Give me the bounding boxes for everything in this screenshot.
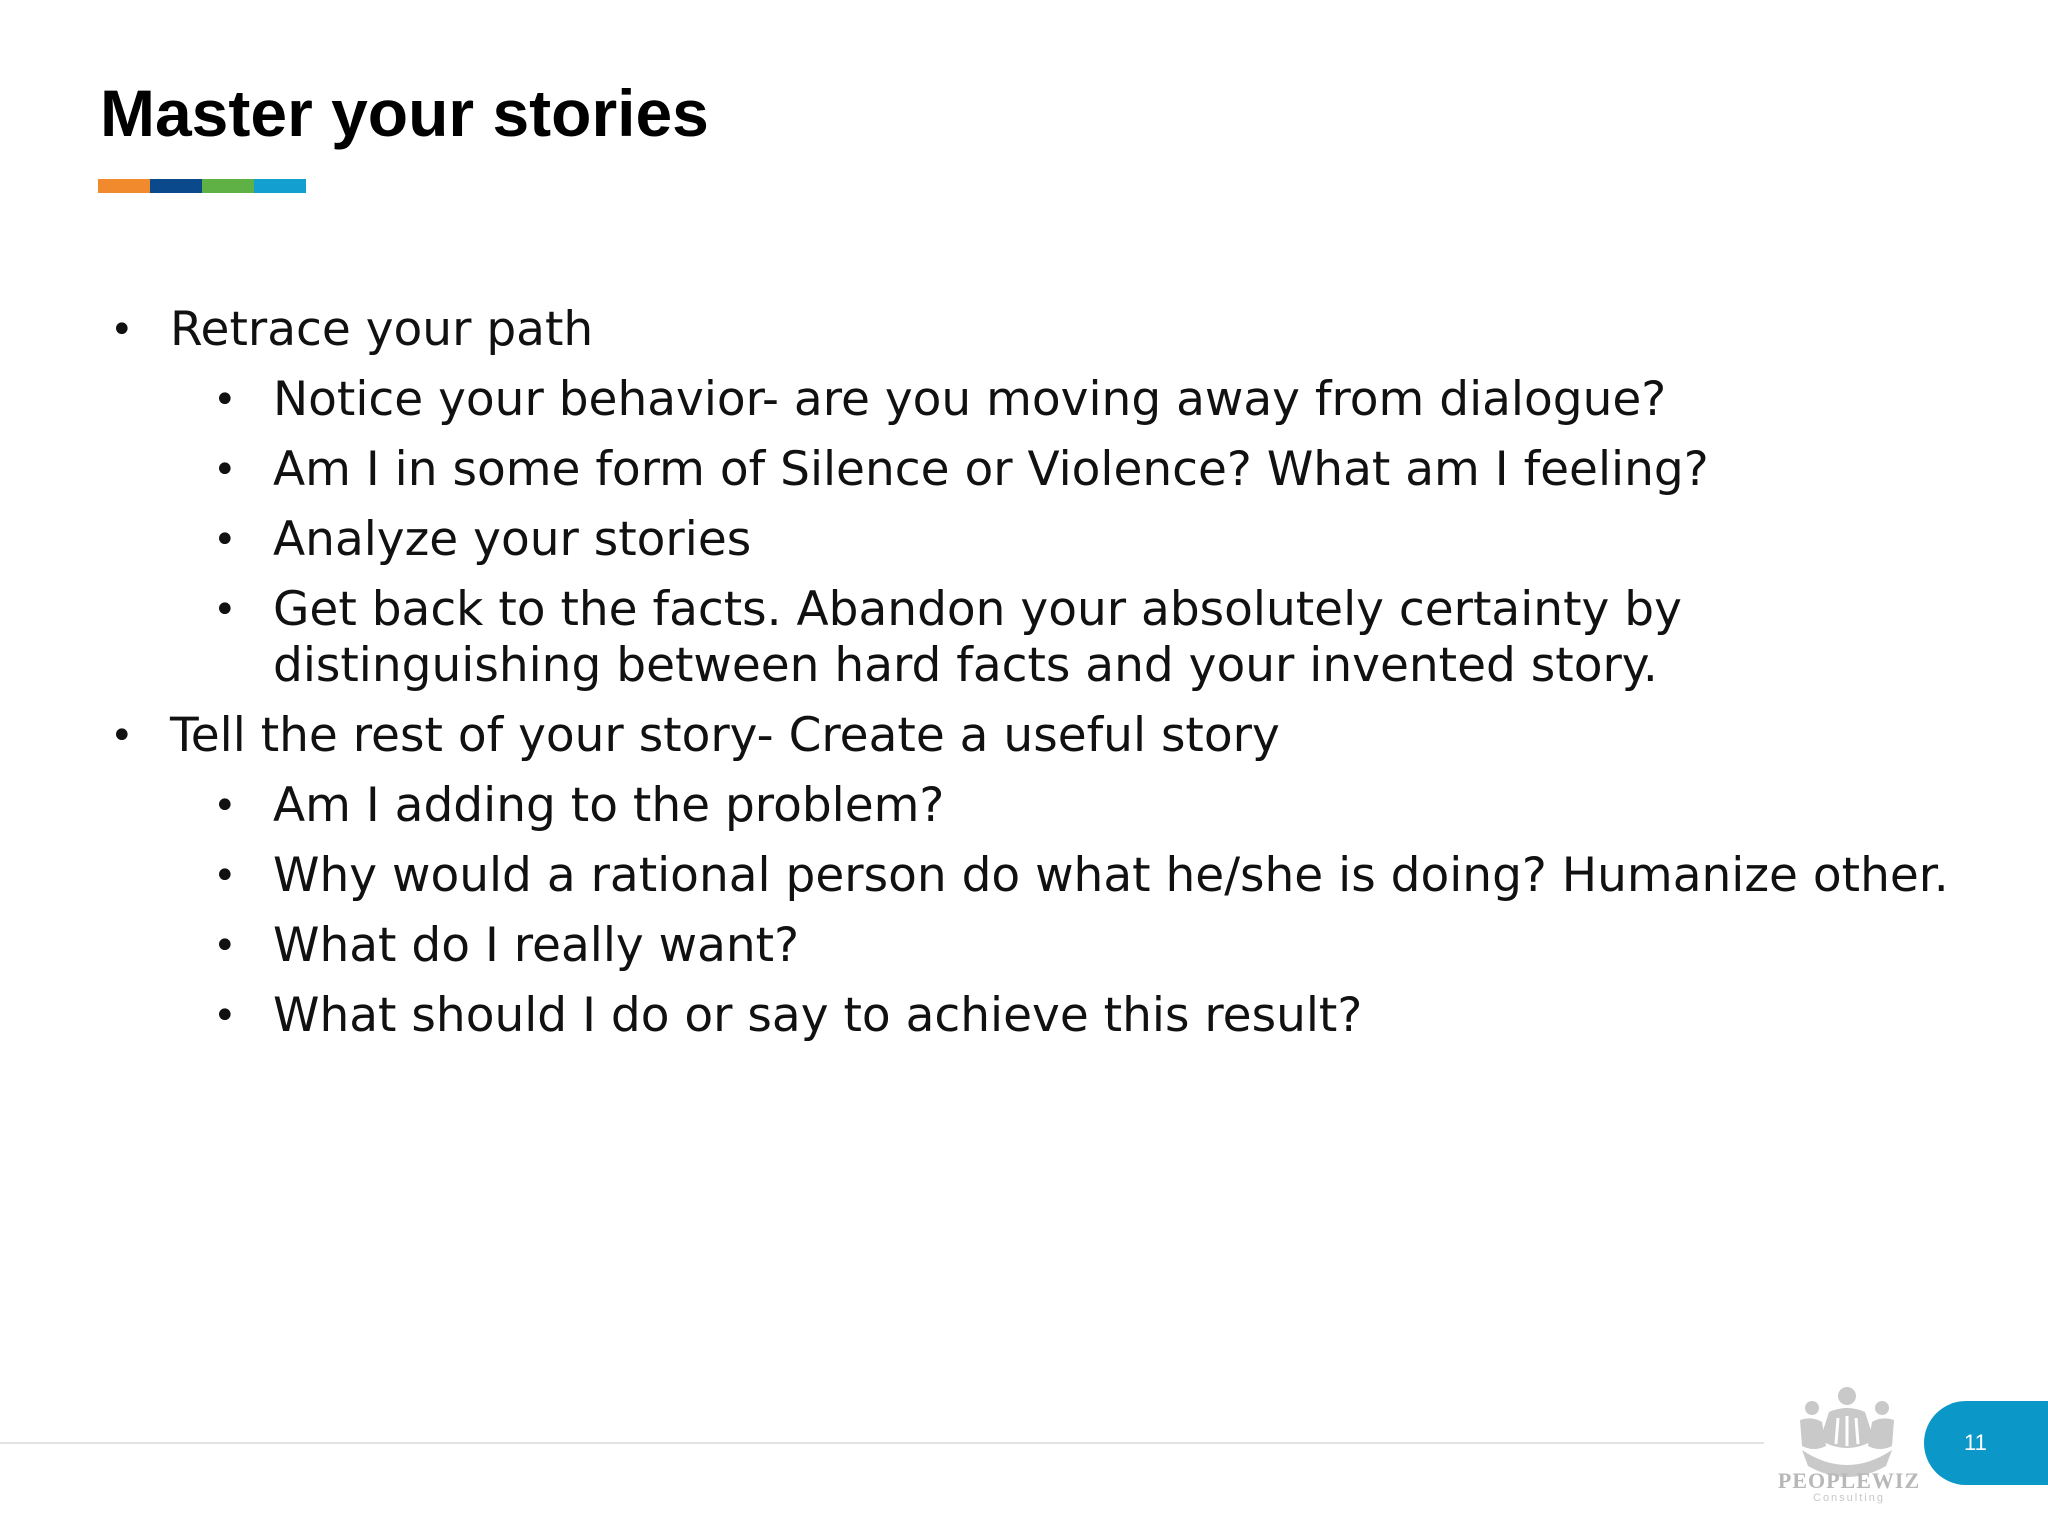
sub-bullet-text: Analyze your stories xyxy=(273,512,752,567)
bullet-text: Retrace your path xyxy=(170,302,594,357)
accent-segment-blue xyxy=(150,179,202,193)
accent-segment-cyan xyxy=(254,179,306,193)
sub-bullet-text: Am I adding to the problem? xyxy=(273,778,945,833)
bullet-text: Tell the rest of your story- Create a useful story xyxy=(170,708,1280,763)
bullet-item xyxy=(110,708,1960,778)
bullet-dot-icon: • xyxy=(213,517,237,563)
sub-bullet-text: Notice your behavior- are you moving away from dialogue? xyxy=(273,372,1667,427)
bullet-item xyxy=(110,302,1960,372)
sub-bullet-item xyxy=(110,372,1960,428)
slide-title: Master your stories xyxy=(100,76,709,150)
sub-bullet-item xyxy=(110,442,1960,498)
page-number: 11 xyxy=(1964,1430,1987,1455)
sub-bullet-item xyxy=(110,918,1960,974)
bullet-dot-icon: • xyxy=(213,853,237,899)
page-number-badge xyxy=(1924,1401,2048,1485)
sub-bullet-item xyxy=(110,512,1960,568)
sub-bullet-item xyxy=(110,988,1960,1044)
sub-bullet-text: What do I really want? xyxy=(273,918,800,973)
footer-divider xyxy=(0,1442,1764,1444)
sub-bullet-item xyxy=(110,582,1960,694)
sub-bullet-item xyxy=(110,848,1960,904)
title-accent-bar xyxy=(98,179,306,193)
sub-bullet-text: Why would a rational person do what he/she is doing? Humanize other. xyxy=(273,848,1949,903)
bullet-dot-icon: • xyxy=(213,447,237,493)
sub-bullet-item xyxy=(110,778,1960,834)
logo-subtext: Consulting xyxy=(1813,1492,1885,1504)
bullet-dot-icon: • xyxy=(213,783,237,829)
bullet-dot-icon: • xyxy=(213,377,237,423)
bullet-dot-icon: • xyxy=(213,587,237,633)
bullet-dot-icon: • xyxy=(110,307,134,353)
accent-segment-orange xyxy=(98,179,150,193)
accent-segment-green xyxy=(202,179,254,193)
bullet-dot-icon: • xyxy=(213,923,237,969)
bullet-dot-icon: • xyxy=(213,993,237,1039)
bullet-dot-icon: • xyxy=(110,713,134,759)
sub-bullet-text: Get back to the facts. Abandon your absolutely certainty by distinguishing between hard facts and your invented story. xyxy=(273,582,1682,693)
logo-wordmark: PEOPLEWIZ xyxy=(1777,1468,1921,1493)
bullet-list xyxy=(110,302,1960,1058)
sub-bullet-text: Am I in some form of Silence or Violence? What am I feeling? xyxy=(273,442,1709,497)
sub-bullet-text: What should I do or say to achieve this result? xyxy=(273,988,1363,1043)
